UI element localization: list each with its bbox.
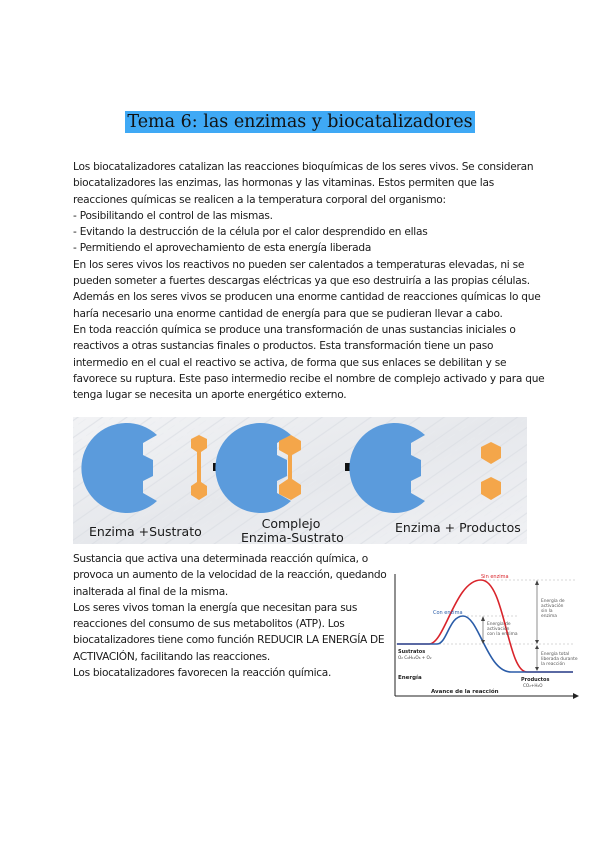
label-enzyme-substrate: Enzima +Sustrato xyxy=(89,524,202,539)
definition-line: biocatalizadores tiene como función REDUCIR LA ENERGÍA DE xyxy=(73,634,385,647)
intro-line: Los biocatalizadores catalizan las reacciones bioquímicas de los seres vivos. Se consideran xyxy=(73,161,534,173)
definition-line: ACTIVACIÓN, facilitando las reacciones. xyxy=(73,650,270,663)
label-energia: Energía xyxy=(398,675,422,681)
enzyme-substrate-figure xyxy=(73,417,527,544)
intro-line: biocatalizadores las enzimas, las hormonas y las vitaminas. Estos permiten que las xyxy=(73,177,494,190)
intro-line: intermedio en el cual el reactivo se activa, de forma que sus enlaces se debilitan y se xyxy=(73,356,507,369)
label-complex-line2: Enzima-Sustrato xyxy=(241,530,344,545)
intro-line: - Permitiendo el aprovechamiento de esta energía liberada xyxy=(73,242,372,255)
intro-line: - Evitando la destrucción de la célula por el calor desprendido en ellas xyxy=(73,226,428,239)
intro-line: haría necesario una enorme cantidad de energía para que se pudieran llevar a cabo. xyxy=(73,307,503,320)
label-productos: Productos xyxy=(521,677,550,683)
label-sin-enzima: Sin enzima xyxy=(481,574,509,580)
intro-line: reactivos a otras sustancias finales o productos. Esta transformación tiene un paso xyxy=(73,340,494,353)
intro-text xyxy=(73,159,545,403)
intro-line: reacciones químicas se realicen a la temperatura corporal del organismo: xyxy=(73,193,446,206)
intro-line: En toda reacción química se produce una transformación de unas sustancias iniciales o xyxy=(73,323,516,336)
label-con-enzima: Con enzima xyxy=(433,610,463,616)
label-sustratos-formula: O₂ C₆H₁₂O₆ + O₂ xyxy=(398,655,432,660)
definition-line: inalterada al final de la misma. xyxy=(73,585,228,598)
arrow-act-sin-head-bot xyxy=(535,640,539,644)
title-wrap xyxy=(0,111,600,133)
energia-liberada-3: la reacción xyxy=(541,662,565,667)
arrow-liberada-head-bot xyxy=(535,667,539,671)
activation-energy-graph xyxy=(387,570,587,708)
page-title: Tema 6: las enzimas y biocatalizadores xyxy=(127,112,473,132)
intro-line: Además en los seres vivos se producen una enorme cantidad de reacciones químicas lo que xyxy=(73,291,541,304)
definition-line: Los seres vivos toman la energía que necesitan para sus xyxy=(73,601,358,614)
definition-line: reacciones del consumo de sus metabolitos (ATP). Los xyxy=(73,618,345,631)
arrow-act-sin-head-top xyxy=(535,580,539,585)
label-enzyme-products: Enzima + Productos xyxy=(395,520,521,535)
energia-liberada-1: Energía total xyxy=(541,652,570,657)
energia-act-con-1: Energía de xyxy=(487,622,511,627)
x-axis-label: Avance de la reacción xyxy=(431,689,499,695)
label-sustratos: Sustratos xyxy=(398,649,426,655)
definition-line: provoca un aumento de la velocidad de la reacción, quedando xyxy=(73,569,387,582)
intro-line: - Posibilitando el control de las mismas. xyxy=(73,209,273,222)
energia-act-sin-3: sin la xyxy=(541,609,553,614)
energia-act-con-2: activación xyxy=(487,627,510,632)
definition-line: Sustancia que activa una determinada reacción química, o xyxy=(73,553,368,565)
energia-act-sin-2: activación xyxy=(541,604,564,609)
intro-line: En los seres vivos los reactivos no pueden ser calentados a temperaturas elevadas, ni se xyxy=(73,258,525,271)
arrow-act-con-head-top xyxy=(481,616,485,621)
energia-act-con-3: con la enzima xyxy=(487,632,518,637)
intro-line: favorece su ruptura. Este paso intermedio recibe el nombre de complejo activado y para que xyxy=(73,372,545,385)
arrow-liberada-head-top xyxy=(535,645,539,649)
energy-diagram-svg xyxy=(387,570,587,708)
intro-line: pueden someter a fuertes descargas eléctricas ya que eso destruiría a las propias células. xyxy=(73,275,530,288)
label-complex-line1: Complejo xyxy=(261,516,321,531)
definition-text xyxy=(73,551,388,681)
energia-act-sin-4: enzima xyxy=(541,614,557,619)
definition-line: Los biocatalizadores favorecen la reacción química. xyxy=(73,667,332,680)
energia-act-sin-1: Energía de xyxy=(541,599,565,604)
x-axis-arrow xyxy=(573,693,579,699)
label-productos-formula: CO₂+H₂O xyxy=(523,683,543,688)
intro-line: tenga lugar se necesita un aporte energético externo. xyxy=(73,389,347,402)
energia-liberada-2: liberada durante xyxy=(541,657,578,662)
